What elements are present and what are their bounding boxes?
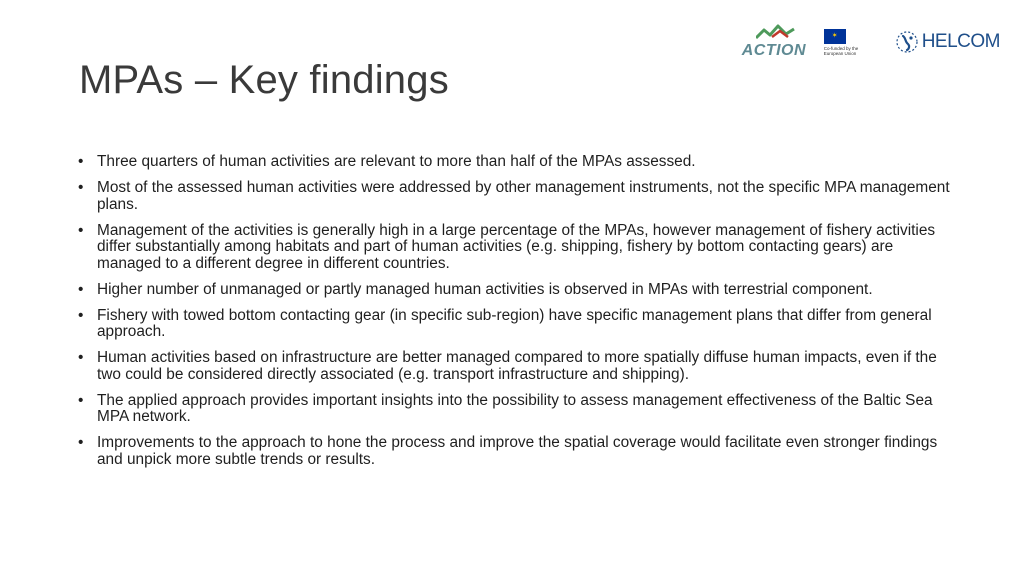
- key-findings-list: [78, 154, 958, 478]
- page-title: MPAs – Key findings: [79, 58, 449, 102]
- eu-logo-text: Co-funded by the European Union: [823, 45, 859, 56]
- logo-bar: [742, 22, 1000, 62]
- list-item: [78, 350, 958, 383]
- eu-logo: [824, 29, 880, 56]
- helcom-logo-text: HELCOM: [921, 31, 1000, 52]
- list-item-text: Improvements to the approach to hone the process and improve the spatial coverage would facilitate even stronger findings and unpick more subtle trends or results.: [97, 434, 938, 468]
- list-item-text: Three quarters of human activities are relevant to more than half of the MPAs assessed.: [97, 153, 696, 170]
- list-item: [78, 223, 958, 273]
- bullet-icon: •: [78, 280, 84, 298]
- bullet-icon: •: [78, 391, 84, 409]
- bullet-icon: •: [78, 349, 84, 366]
- action-logo-text: ACTION: [741, 42, 807, 59]
- list-item: [78, 308, 958, 341]
- list-item: [78, 393, 958, 426]
- action-logo: [742, 24, 810, 60]
- list-item-text: The applied approach provides important insights into the possibility to assess management effectiveness of the Baltic Sea MPA network.: [97, 391, 933, 425]
- bullet-icon: •: [78, 179, 84, 196]
- list-item: [78, 282, 958, 299]
- list-item-text: Higher number of unmanaged or partly managed human activities is observed in MPAs with terrestrial component.: [97, 280, 873, 298]
- list-item-text: Fishery with towed bottom contacting gear (in specific sub-region) have specific management plans that differ from general approach.: [97, 306, 932, 340]
- list-item: [78, 435, 958, 468]
- helcom-logo: [894, 29, 1000, 55]
- bullet-icon: •: [78, 434, 84, 451]
- list-item-text: Most of the assessed human activities were addressed by other management instruments, not the specific MPA management plans.: [97, 179, 950, 213]
- bullet-icon: •: [78, 221, 84, 239]
- list-item: [78, 180, 958, 213]
- list-item-text: Management of the activities is generally high in a large percentage of the MPAs, however management of fishery activities differ substantially among habitats and part of human activities (e.g. shipping, fishery by bottom contacting gears) are managed to a different degree in different countries.: [97, 221, 936, 272]
- bullet-icon: •: [78, 306, 84, 324]
- eu-flag-icon: ✶: [824, 29, 846, 44]
- list-item-text: Human activities based on infrastructure are better managed compared to more spatially diffuse human impacts, even if the two could be considered directly associated (e.g. transport infrastructure and shipping).: [97, 349, 937, 383]
- mountain-icon: [756, 24, 796, 42]
- bullet-icon: •: [78, 153, 84, 170]
- list-item: [78, 154, 958, 171]
- helcom-emblem-icon: [894, 29, 920, 55]
